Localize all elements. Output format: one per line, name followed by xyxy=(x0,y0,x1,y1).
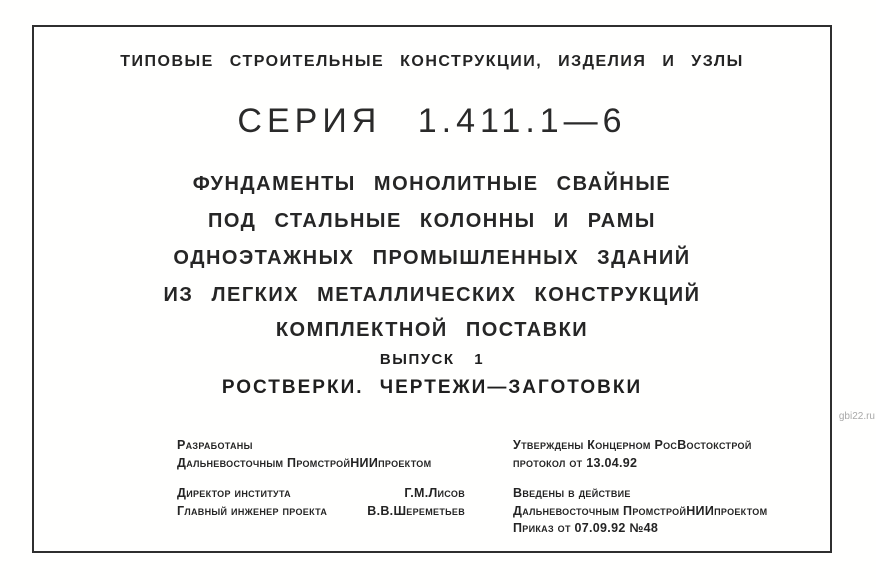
main-title-line-4: ИЗ ЛЕГКИХ МЕТАЛЛИЧЕСКИХ КОНСТРУКЦИЙ xyxy=(163,284,701,306)
approved-by-line: Утверждены Концерном РосВостокстрой xyxy=(513,438,752,452)
approval-protocol-line: протокол от 13.04.92 xyxy=(513,455,638,470)
subtitle-line: РОСТВЕРКИ. ЧЕРТЕЖИ—ЗАГОТОВКИ xyxy=(221,377,643,398)
developed-by-block xyxy=(177,437,465,520)
issue-number-line: ВЫПУСК 1 xyxy=(379,351,485,368)
signatory-name: Г.М.Лисов xyxy=(404,486,465,500)
enacted-organization: Дальневосточным ПромстройНИИпроектом xyxy=(513,503,768,518)
main-title-line-5: КОМПЛЕКТНОЙ ПОСТАВКИ xyxy=(275,319,589,341)
spacer xyxy=(177,472,465,485)
enacted-order-line: Приказ от 07.09.92 №48 xyxy=(513,521,659,535)
signatory-role: Главный инженер проекта xyxy=(177,503,328,518)
signatory-row xyxy=(177,485,465,503)
enacted-label: Введены в действие xyxy=(513,486,631,500)
main-title-line-3: ОДНОЭТАЖНЫХ ПРОМЫШЛЕННЫХ ЗДАНИЙ xyxy=(173,247,691,269)
developed-label: Разработаны xyxy=(177,438,253,452)
site-watermark: gbi22.ru xyxy=(838,411,875,422)
spacer xyxy=(513,472,813,485)
main-title-line-2: ПОД СТАЛЬНЫЕ КОЛОННЫ И РАМЫ xyxy=(208,210,656,232)
document-category-header: ТИПОВЫЕ СТРОИТЕЛЬНЫЕ КОНСТРУКЦИИ, ИЗДЕЛИЯ И УЗЛЫ xyxy=(120,53,744,70)
signatory-name: В.В.Шереметьев xyxy=(367,503,465,518)
main-title-line-1: ФУНДАМЕНТЫ МОНОЛИТНЫЕ СВАЙНЫЕ xyxy=(192,173,672,195)
series-number-title: СЕРИЯ 1.411.1—6 xyxy=(237,102,627,140)
approval-block xyxy=(513,437,813,538)
signatory-row xyxy=(177,503,465,521)
signatory-role: Директор института xyxy=(177,486,291,500)
developed-organization: Дальневосточным ПромстройНИИпроектом xyxy=(177,455,432,470)
